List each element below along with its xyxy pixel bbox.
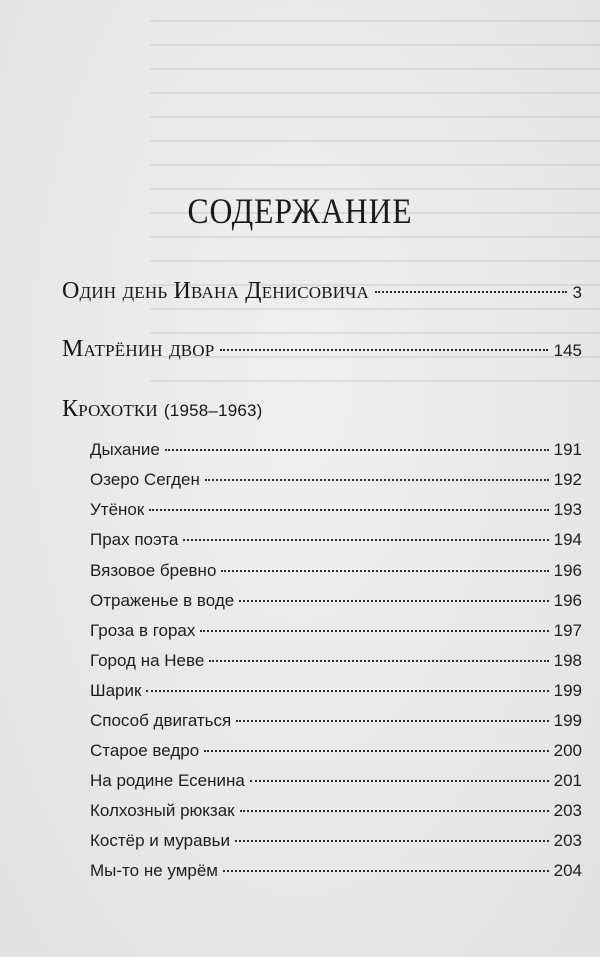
subentry-page: 204 [553,861,582,880]
dot-leader [200,630,548,632]
subentry-page: 200 [553,741,582,760]
subentry-page: 196 [553,591,582,610]
dot-leader [236,720,548,722]
subentry-title: Дыхание [90,440,160,459]
toc-subentry [90,651,582,671]
toc-subentry [90,561,582,581]
toc-section-heading [62,396,582,423]
dot-leader [375,291,567,293]
subentry-page: 193 [553,500,582,519]
subentry-page: 198 [553,651,582,670]
dot-leader [220,349,547,351]
dot-leader [221,570,548,572]
toc-subentry [90,711,582,731]
subentry-page: 199 [553,681,582,700]
toc-entry [62,278,582,305]
subentry-title: Старое ведро [90,741,200,760]
dot-leader [204,750,548,752]
toc-subentry [90,741,582,761]
toc-entry-page: 145 [553,341,582,360]
toc-subentry [90,831,582,851]
toc-entry-title: Один день Ивана Денисовича [62,278,369,304]
dot-leader [146,690,548,692]
toc-subentry [90,681,582,701]
subentry-title: Город на Неве [90,651,205,670]
toc-subentry [90,530,582,550]
subentry-page: 203 [553,831,582,850]
subentry-title: Костёр и муравьи [90,831,230,850]
dot-leader [223,870,549,872]
section-title-text: Крохотки [62,396,158,422]
dot-leader [183,539,548,541]
toc-subentry [90,591,582,611]
dot-leader [240,810,549,812]
dot-leader [239,600,548,602]
dot-leader [205,479,549,481]
subentry-title: Вязовое бревно [90,561,217,580]
subentry-title: Мы-то не умрём [90,861,218,880]
subentry-page: 194 [553,530,582,549]
toc-entry-title: Матрёнин двор [62,336,215,362]
dot-leader [149,509,548,511]
dot-leader [250,780,549,782]
dot-leader [209,660,548,662]
toc-subentry [90,861,582,881]
subentry-title: На родине Есенина [90,771,245,790]
subentry-title: Шарик [90,681,142,700]
subentry-title: Прах поэта [90,530,179,549]
subentry-title: Гроза в горах [90,621,196,640]
section-years: (1958–1963) [163,401,263,420]
subentry-page: 196 [553,561,582,580]
subentry-title: Озеро Сегден [90,470,200,489]
subentry-page: 191 [553,440,582,459]
toc-subentry [90,500,582,520]
subentry-title: Отраженье в воде [90,591,235,610]
dot-leader [235,840,549,842]
subentry-title: Утёнок [90,500,145,519]
subentry-page: 199 [553,711,582,730]
subentry-page: 197 [553,621,582,640]
subentry-page: 203 [553,801,582,820]
toc-subentry [90,621,582,641]
toc-entry-page: 3 [572,283,582,302]
page-title: СОДЕРЖАНИЕ [187,191,413,231]
dot-leader [165,449,549,451]
toc-subentry [90,801,582,821]
toc-subentry [90,771,582,791]
subentry-page: 192 [553,470,582,489]
toc-entry [62,336,582,363]
subentry-title: Колхозный рюкзак [90,801,235,820]
subentry-title: Способ двигаться [90,711,232,730]
toc-subentry [90,440,582,460]
subentry-page: 201 [553,771,582,790]
toc-subentry [90,470,582,490]
toc-section-title [62,396,263,423]
